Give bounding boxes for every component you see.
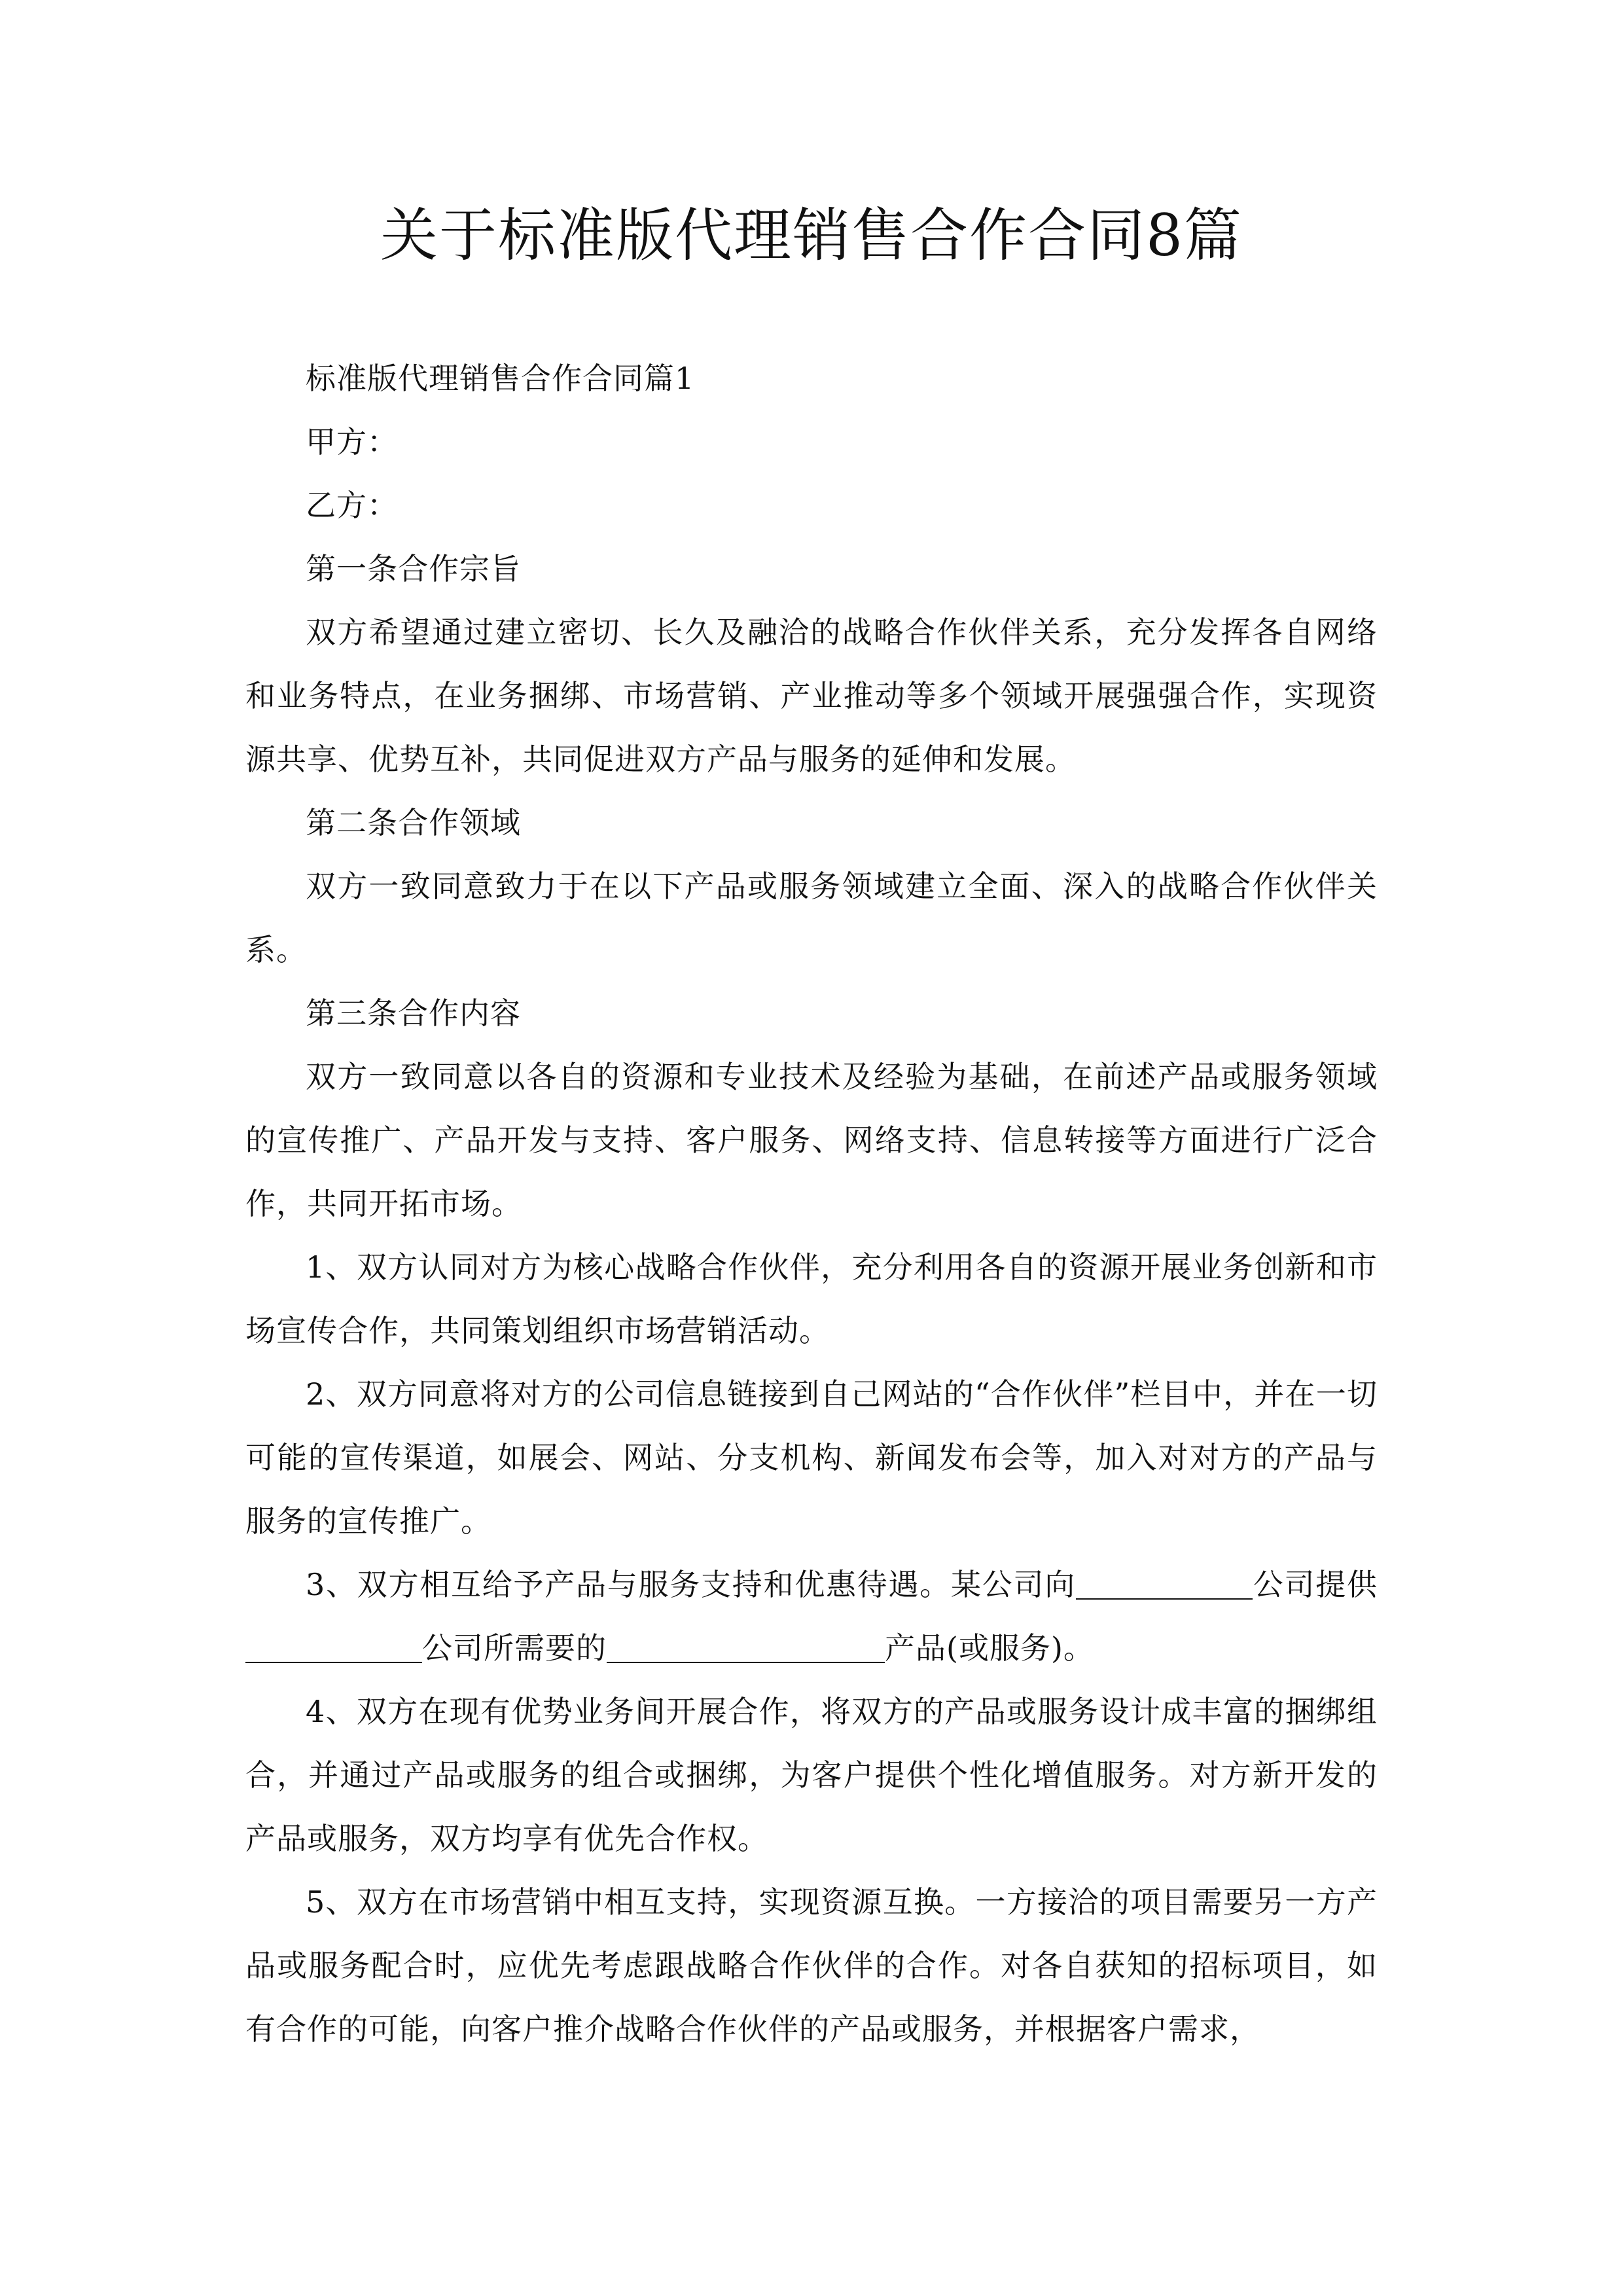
item-5-paragraph: 5、双方在市场营销中相互支持，实现资源互换。一方接洽的项目需要另一方产品或服务配合时，应优先考虑跟战略合作伙伴的合作。对各自获知的招标项目，如有合作的可能，向客户推介战略合作伙伴的产品或服务，并根据客户需求， — [245, 1884, 1378, 2047]
article3-heading: 第三条合作内容 — [306, 996, 521, 1031]
document-title: 关于标准版代理销售合作合同8篇 — [380, 202, 1243, 269]
fill-blank-company-2 — [245, 1632, 422, 1663]
article3-paragraph: 双方一致同意以各自的资源和专业技术及经验为基础，在前述产品或服务领域的宣传推广、产品开发与支持、客户服务、网络支持、信息转接等方面进行广泛合作，共同开拓市场。 — [245, 1059, 1378, 1221]
article1-paragraph: 双方希望通过建立密切、长久及融洽的战略合作伙伴关系，充分发挥各自网络和业务特点，在业务捆绑、市场营销、产业推动等多个领域开展强强合作，实现资源共享、优势互补，共同促进双方产品与服务的延伸和发展。 — [245, 615, 1378, 777]
article1-heading: 第一条合作宗旨 — [306, 551, 521, 586]
fill-blank-company-1 — [1076, 1568, 1253, 1600]
fill-blank-product — [607, 1632, 885, 1663]
article2-paragraph: 双方一致同意致力于在以下产品或服务领域建立全面、深入的战略合作伙伴关系。 — [245, 869, 1378, 967]
item-3-text-part2: 公司提供 — [1253, 1567, 1378, 1602]
item-2-paragraph: 2、双方同意将对方的公司信息链接到自己网站的“合作伙伴”栏目中，并在一切可能的宣传渠道，如展会、网站、分支机构、新闻发布会等，加入对对方的产品与服务的宣传推广。 — [245, 1376, 1378, 1539]
item-4-paragraph: 4、双方在现有优势业务间开展合作，将双方的产品或服务设计成丰富的捆绑组合，并通过产品或服务的组合或捆绑，为客户提供个性化增值服务。对方新开发的产品或服务，双方均享有优先合作权。 — [245, 1694, 1378, 1856]
section-heading: 标准版代理销售合作合同篇1 — [306, 361, 695, 396]
party-b-line: 乙方： — [306, 488, 398, 523]
item-1-paragraph: 1、双方认同对方为核心战略合作伙伴，充分利用各自的资源开展业务创新和市场宣传合作，共同策划组织市场营销活动。 — [245, 1249, 1378, 1348]
item-3-text-part3: 公司所需要的 — [422, 1630, 607, 1666]
party-a-line: 甲方： — [306, 424, 398, 459]
item-3-text-part4: 产品(或服务)。 — [885, 1630, 1094, 1666]
item-3-text-part1: 3、双方相互给予产品与服务支持和优惠待遇。某公司向 — [306, 1567, 1076, 1602]
item-3-paragraph — [245, 1553, 1378, 1680]
document-body — [245, 347, 1378, 2061]
article2-heading: 第二条合作领域 — [306, 805, 521, 840]
